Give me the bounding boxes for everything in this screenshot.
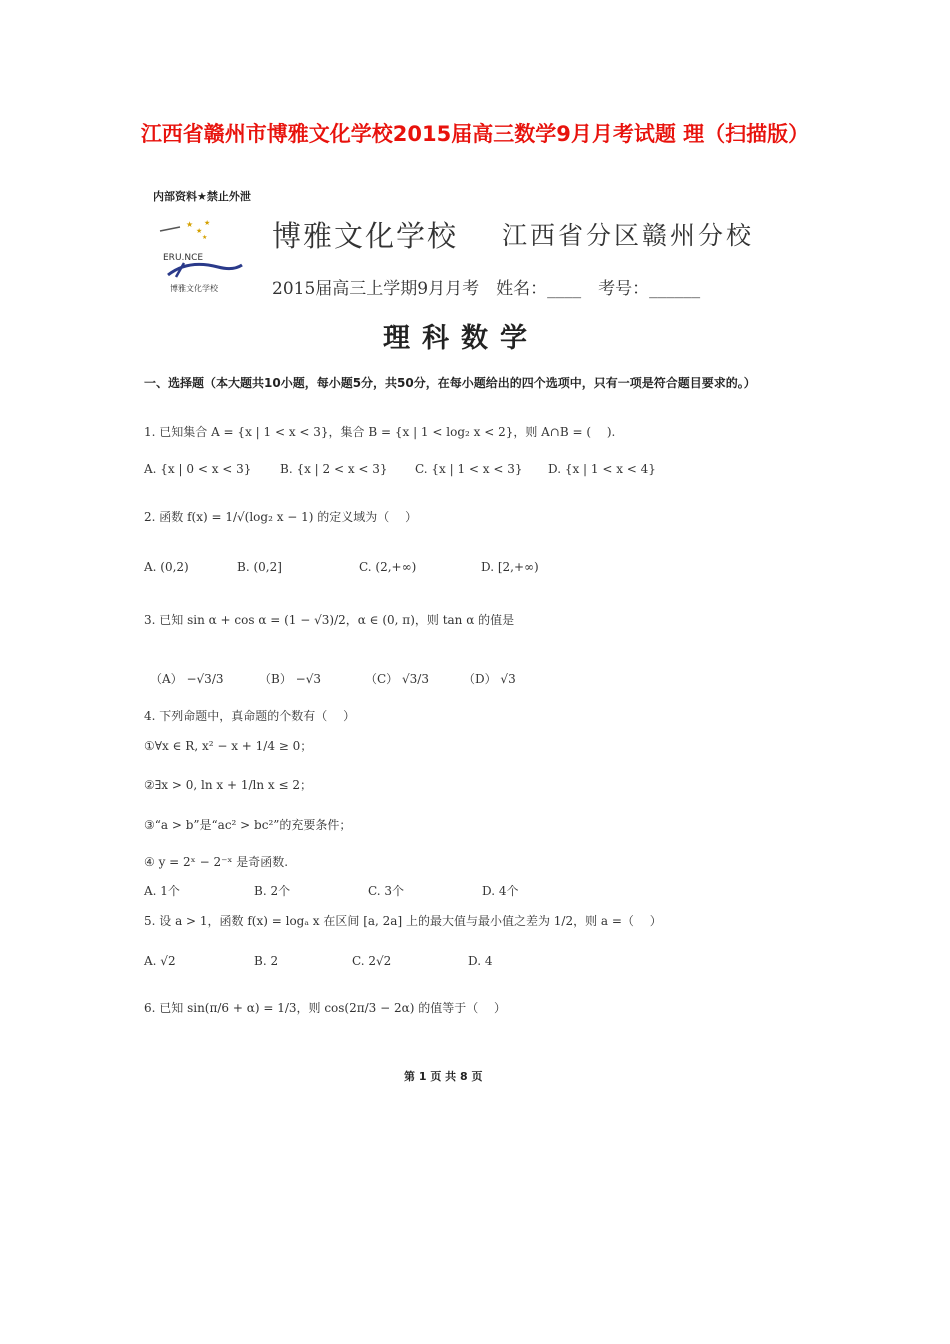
question-4-item-1: ①∀x ∈ R, x² − x + 1/4 ≥ 0；	[144, 739, 313, 753]
internal-note: 内部资料★禁止外泄	[153, 190, 251, 203]
svg-text:★: ★	[204, 219, 211, 227]
question-1-option-a: A. {x | 0 < x < 3}	[144, 462, 252, 476]
branch-name: 江西省分区赣州分校	[502, 221, 755, 250]
question-4-option-b: B. 2个	[254, 884, 291, 898]
question-3-option-b: （B） −√3	[259, 672, 321, 686]
section-heading: 一、选择题（本大题共10小题，每小题5分，共50分，在每小题给出的四个选项中，只有一项是符合题目要求的。）	[144, 376, 756, 390]
question-3-option-a: （A） −√3/3	[150, 672, 224, 686]
svg-text:★: ★	[202, 234, 208, 241]
question-1-option-c: C. {x | 1 < x < 3}	[415, 462, 523, 476]
exam-info-line: 2015届高三上学期9月月考 姓名：____ 考号：______	[272, 279, 701, 299]
school-logo	[158, 213, 248, 298]
question-2-stem: 2. 函数 f(x) = 1/√(log₂ x − 1) 的定义域为（ ）	[144, 510, 418, 524]
question-3-option-d: （D） √3	[463, 672, 516, 686]
question-4-option-d: D. 4个	[482, 884, 519, 898]
question-1-option-b: B. {x | 2 < x < 3}	[280, 462, 388, 476]
question-4-stem: 4. 下列命题中，真命题的个数有（ ）	[144, 709, 356, 723]
question-6-stem: 6. 已知 sin(π/6 + α) = 1/3，则 cos(2π/3 − 2α) 的值等于（ ）	[144, 1001, 507, 1015]
subject-title: 理科数学	[383, 323, 539, 354]
svg-text:★: ★	[196, 227, 203, 235]
question-4-item-3: ③“a > b”是“ac² > bc²”的充要条件；	[144, 818, 352, 832]
question-1-stem: 1. 已知集合 A = {x | 1 < x < 3}，集合 B = {x | 1 < log₂ x < 2}，则 A∩B = ( ).	[144, 425, 616, 439]
question-5-option-d: D. 4	[468, 954, 493, 968]
question-5-option-b: B. 2	[254, 954, 279, 968]
question-2-option-c: C. (2,+∞)	[359, 560, 417, 574]
logo-school-name: 博雅文化学校	[170, 284, 218, 293]
svg-text:★: ★	[186, 220, 194, 229]
logo-text: ERU.NCE	[163, 253, 204, 263]
school-name: 博雅文化学校	[272, 219, 459, 253]
question-4-option-a: A. 1个	[144, 884, 180, 898]
document-title: 江西省赣州市博雅文化学校2015届高三数学9月月考试题 理（扫描版）	[140, 122, 810, 146]
question-4-item-2: ②∃x > 0, ln x + 1/ln x ≤ 2；	[144, 778, 312, 792]
question-2-option-d: D. [2,+∞)	[481, 560, 539, 574]
question-3-stem: 3. 已知 sin α + cos α = (1 − √3)/2，α ∈ (0, π)，则 tan α 的值是	[144, 613, 515, 627]
question-5-option-c: C. 2√2	[352, 954, 392, 968]
question-4-item-4: ④ y = 2ˣ − 2⁻ˣ 是奇函数.	[144, 855, 289, 869]
question-5-stem: 5. 设 a > 1，函数 f(x) = logₐ x 在区间 [a, 2a] 上的最大值与最小值之差为 1/2，则 a =（ ）	[144, 914, 662, 928]
question-3-option-c: （C） √3/3	[365, 672, 429, 686]
question-2-option-b: B. (0,2]	[237, 560, 282, 574]
page-number: 第 1 页 共 8 页	[404, 1070, 483, 1083]
question-5-option-a: A. √2	[144, 954, 176, 968]
question-4-option-c: C. 3个	[368, 884, 405, 898]
question-1-option-d: D. {x | 1 < x < 4}	[548, 462, 656, 476]
question-2-option-a: A. (0,2)	[144, 560, 189, 574]
